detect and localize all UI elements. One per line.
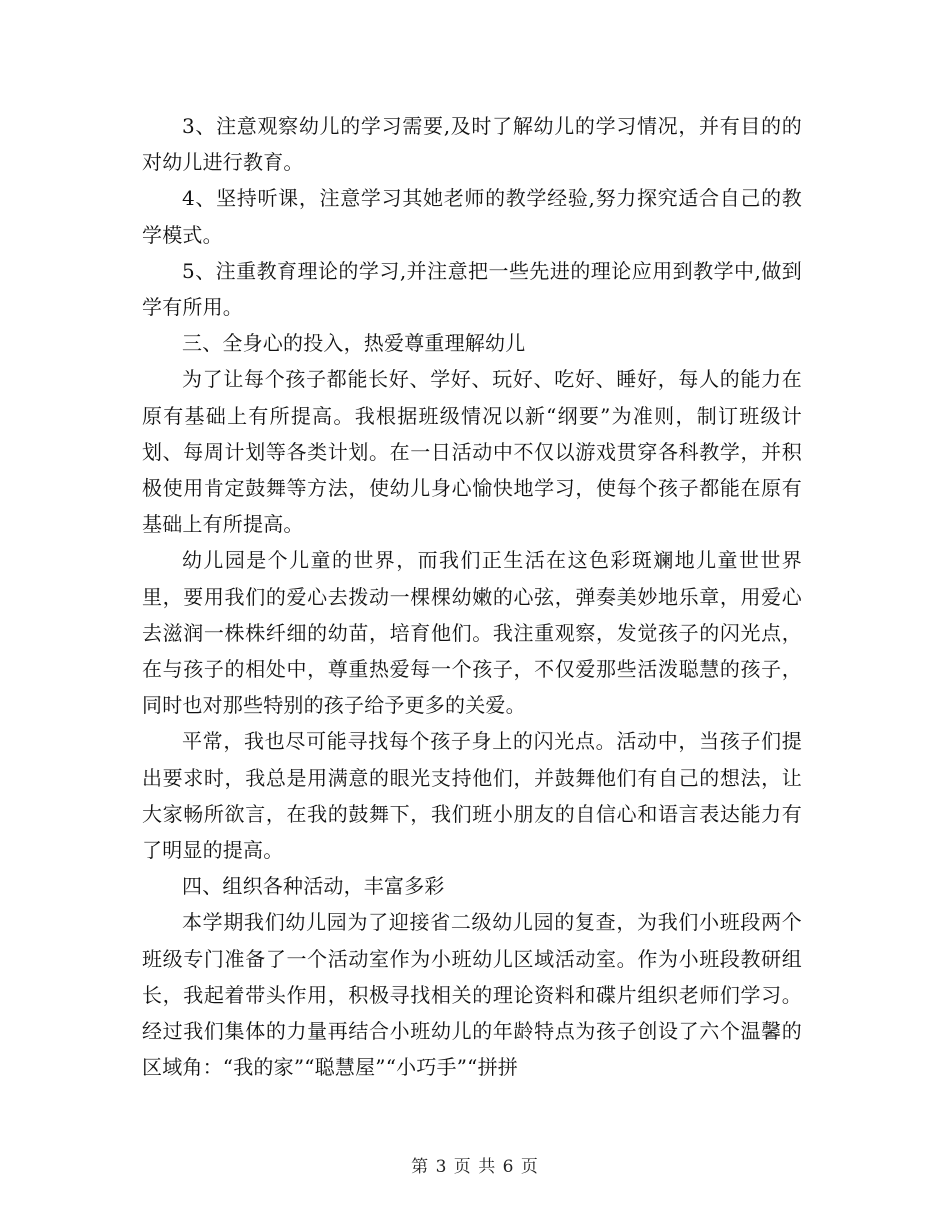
paragraph-kindergarten-world: 幼儿园是个儿童的世界，而我们正生活在这色彩斑斓地儿童世世界里，要用我们的爱心去拨动一棵棵幼嫩的心弦，弹奏美妙地乐章，用爱心去滋润一株株纤细的幼苗，培育他们。我注重观察，发觉孩子的闪光点，在与孩子的相处中，尊重热爱每一个孩子，不仅爱那些活泼聪慧的孩子，同时也对那些特别的孩子给予更多的关爱。 — [142, 548, 802, 718]
paragraph-activity-room: 本学期我们幼儿园为了迎接省二级幼儿园的复查，为我们小班段两个班级专门准备了一个活动室作为小班幼儿区域活动室。作为小班段教研组长，我起着带头作用，积极寻找相关的理论资料和碟片组织老师们学习。经过我们集体的力量再结合小班幼儿的年龄特点为孩子创设了六个温馨的区域角：“我的家”“聪慧屋”“小巧手”“拼拼 — [142, 910, 802, 1080]
section-heading-4: 四、组织各种活动，丰富多彩 — [182, 874, 445, 899]
section-heading-3: 三、全身心的投入，热爱尊重理解幼儿 — [182, 331, 526, 356]
paragraph-shining-points: 平常，我也尽可能寻找每个孩子身上的闪光点。活动中，当孩子们提出要求时，我总是用满意的眼光支持他们，并鼓舞他们有自己的想法，让大家畅所欲言，在我的鼓舞下，我们班小朋友的自信心和语言表达能力有了明显的提高。 — [142, 729, 802, 863]
paragraph-item-5: 5、注重教育理论的学习,并注意把一些先进的理论应用到教学中,做到学有所用。 — [142, 258, 802, 320]
paragraph-item-4: 4、坚持听课，注意学习其她老师的教学经验,努力探究适合自己的教学模式。 — [142, 186, 802, 247]
paragraph-plan: 为了让每个孩子都能长好、学好、玩好、吃好、睡好，每人的能力在原有基础上有所提高。我根据班级情况以新“纲要”为准则，制订班级计划、每周计划等各类计划。在一日活动中不仅以游戏贯穿各科教学，并积极使用肯定鼓舞等方法，使幼儿身心愉快地学习，使每个孩子都能在原有基础上有所提高。 — [142, 367, 802, 537]
paragraph-item-3: 3、注意观察幼儿的学习需要,及时了解幼儿的学习情况，并有目的的对幼儿进行教育。 — [142, 114, 802, 175]
document-body — [142, 108, 802, 1085]
page-number-footer: 第 3 页 共 6 页 — [411, 1157, 539, 1177]
